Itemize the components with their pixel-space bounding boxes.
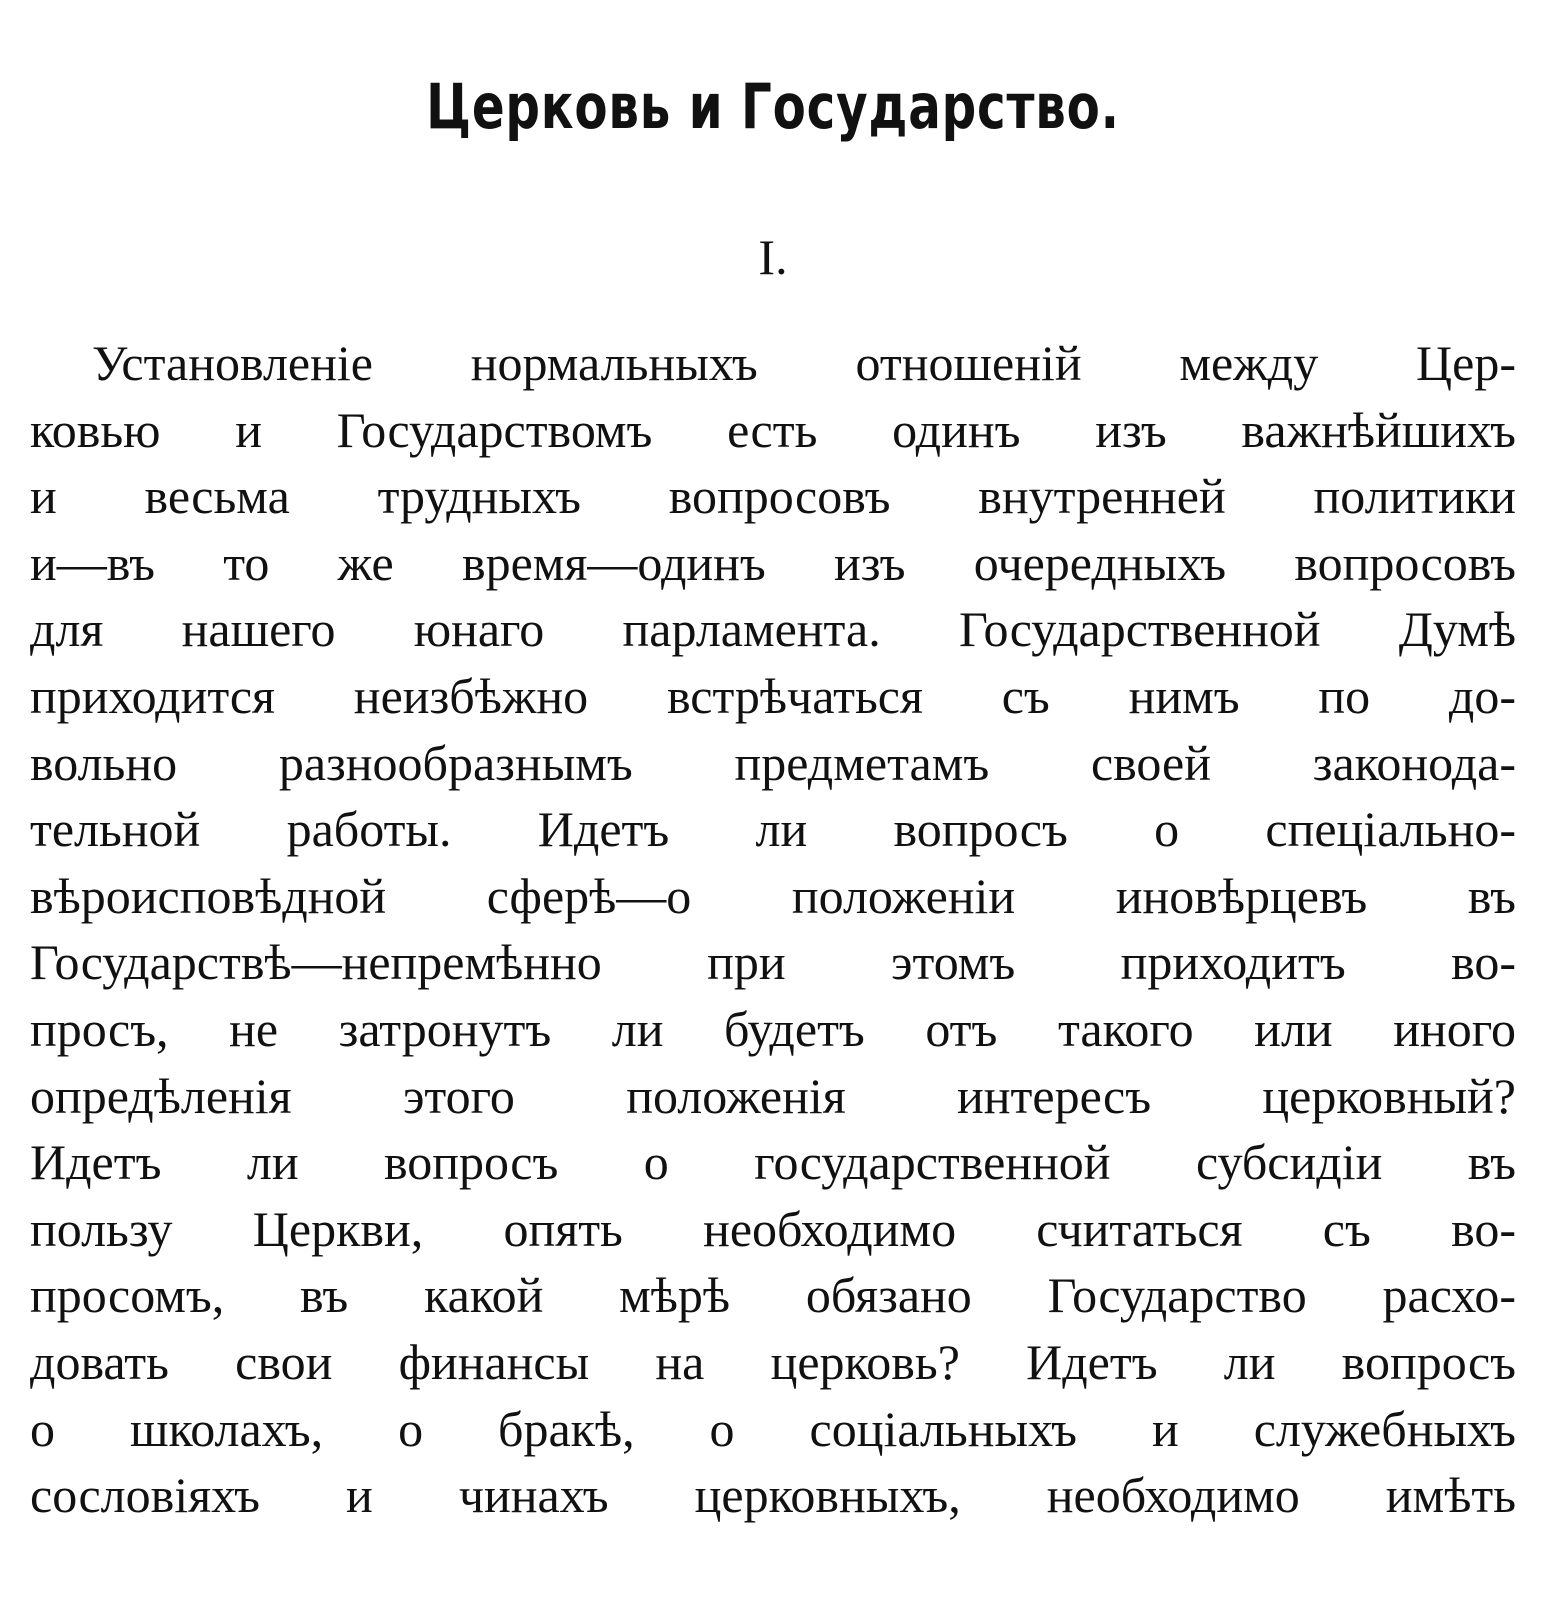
text-line: пользу Церкви, опять необходимо считаться съ во- bbox=[30, 1200, 1516, 1257]
body-text bbox=[30, 330, 1516, 1529]
text-line: вѣроисповѣдной сферѣ—о положеніи иновѣрцевъ въ bbox=[30, 867, 1516, 924]
text-line: для нашего юнаго парламента. Государственной Думѣ bbox=[30, 601, 1516, 658]
chapter-title: Церковь и Государство. bbox=[426, 70, 1120, 143]
text-line: Идетъ ли вопросъ о государственной субсидіи въ bbox=[30, 1134, 1516, 1191]
section-number: I. bbox=[758, 229, 788, 285]
text-line: Государствѣ—непремѣнно при этомъ приходитъ во- bbox=[30, 934, 1516, 991]
text-line: приходится неизбѣжно встрѣчаться съ нимъ по до- bbox=[30, 667, 1516, 724]
text-line: ковью и Государствомъ есть одинъ изъ важнѣйшихъ bbox=[30, 401, 1516, 458]
text-line: и весьма трудныхъ вопросовъ внутренней политики bbox=[30, 468, 1516, 525]
text-line: о школахъ, о бракѣ, о соціальныхъ и служебныхъ bbox=[30, 1400, 1516, 1457]
text-line: вольно разнообразнымъ предметамъ своей законода- bbox=[30, 734, 1516, 791]
text-line: просъ, не затронутъ ли будетъ отъ такого или иного bbox=[30, 1000, 1516, 1057]
text-line: сословіяхъ и чинахъ церковныхъ, необходимо имѣть bbox=[30, 1467, 1516, 1524]
text-line: довать свои финансы на церковь? Идетъ ли вопросъ bbox=[30, 1333, 1516, 1390]
text-line: и—въ то же время—одинъ изъ очередныхъ вопросовъ bbox=[30, 534, 1516, 591]
text-line: опредѣленія этого положенія интересъ церковный? bbox=[30, 1067, 1516, 1124]
text-line: Установленіе нормальныхъ отношеній между Цер- bbox=[92, 335, 1516, 391]
text-line: просомъ, въ какой мѣрѣ обязано Государство расхо- bbox=[30, 1267, 1516, 1324]
text-line: тельной работы. Идетъ ли вопросъ о спеціально- bbox=[30, 801, 1516, 858]
